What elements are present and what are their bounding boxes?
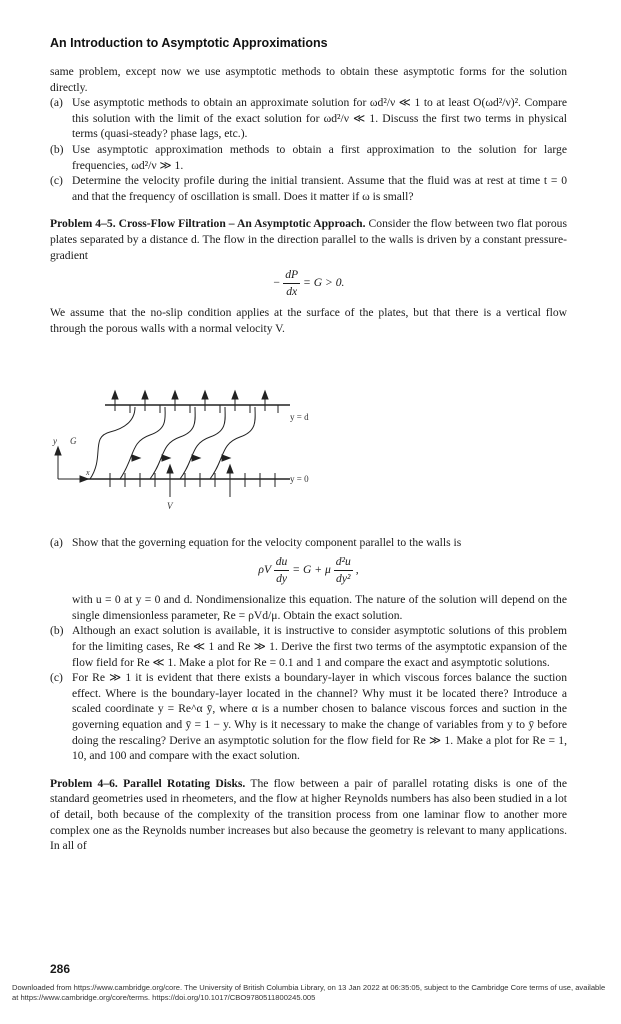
part-label: (b): [50, 624, 64, 638]
equation-rhs: = G > 0.: [303, 275, 345, 289]
label-x: x: [86, 467, 90, 477]
part-text: Determine the velocity profile during the initial transient. Assume that the fluid was at rest at time t = 0 and that the frequency of oscillation is small. Does it matter if ω is small?: [72, 174, 567, 203]
flow-direction-arrows: [132, 455, 230, 461]
label-y: y: [53, 435, 57, 446]
label-G: G: [70, 435, 77, 446]
part-a: [50, 95, 567, 142]
part-label: (a): [50, 535, 63, 549]
paragraph-no-slip: We assume that the no-slip condition applies at the surface of the plates, but that there is a vertical flow through the porous walls with a normal velocity V.: [50, 306, 567, 335]
running-head: An Introduction to Asymptotic Approximations: [50, 36, 328, 50]
numerator: du: [274, 554, 290, 571]
page-body: [50, 64, 567, 854]
intro-paragraph: same problem, except now we use asymptotic methods to obtain these asymptotic forms for the solution directly.: [50, 65, 567, 94]
part-text: Use asymptotic approximation methods to obtain a first approximation to the solution for large frequencies, ωd²/ν ≫ 1.: [72, 142, 567, 172]
problem-4-6: [50, 776, 567, 854]
part-b: [50, 142, 567, 173]
subpart-c: [50, 670, 567, 764]
part-text: Show that the governing equation for the velocity component parallel to the walls is: [72, 535, 462, 549]
numerator: dP: [283, 267, 300, 284]
part-label: (b): [50, 142, 64, 156]
eq-mid: = G + μ: [292, 562, 331, 576]
problem-heading: Problem 4–6. Parallel Rotating Disks.: [50, 776, 246, 790]
part-label: (a): [50, 96, 63, 110]
subpart-a-cont: [50, 592, 567, 623]
eq-post: ,: [355, 562, 359, 576]
problem-text: Consider the flow between two flat porous plates separated by a distance d. The flow in the direction parallel to the walls is driven by a constant pressure-gradient: [50, 217, 567, 262]
part-text: with u = 0 at y = 0 and d. Nondimensionalize this equation. The nature of the solution will depend on the single dimensionless parameter, Re = ρVd/μ. Obtain the exact solution.: [72, 593, 567, 622]
equation-governing: [50, 554, 567, 586]
part-text: Although an exact solution is available, it is instructive to consider asymptotic solutions of this problem for the limiting cases, Re ≪ 1 and Re ≫ 1. Derive the first two terms of the asymptotic expansion of the flow field for Re ≪ 1. Make a plot for Re = 0.1 and 1 and compare the exact and asymptotic solutions.: [72, 624, 567, 669]
fraction: [274, 554, 290, 586]
label-bottom: y = 0: [290, 473, 309, 484]
problem-text: The flow between a pair of parallel rotating disks is one of the standard geometries used in rheometers, and the flow at higher Reynolds numbers has also been studied in a lot of detail, both because of the complexity of the transition process from one laminar flow to another more complex one as the Reynolds number increases but also because the geometry is relevant to many applications. In all of: [50, 776, 567, 853]
label-top: y = d: [290, 411, 309, 422]
download-footer: Downloaded from https://www.cambridge.org/core. The University of British Columbia Library, on 13 Jan 2022 at 06:35:05, subject to the Cambridge Core terms of use, available at https://www.cambridge.org/core/terms. https://doi.org/10.1017/CBO9780511800245.005: [12, 983, 606, 1002]
part-c: [50, 173, 567, 204]
part-text: Use asymptotic methods to obtain an approximate solution for ωd²/ν ≪ 1 to at least O(ωd²/ν)². Compare this solution with the limit of the exact solution for ωd²/ν ≪ 1. Discuss the first two terms in physical terms (quasi-steady? phase lags, etc.).: [72, 96, 567, 141]
axes: [55, 447, 88, 482]
fraction: [334, 554, 353, 586]
subpart-b: [50, 623, 567, 670]
denominator: dx: [286, 284, 298, 298]
bottom-arrows: [110, 465, 275, 497]
subpart-a: [50, 535, 567, 551]
part-label: [50, 592, 72, 623]
problem-heading: Problem 4–5. Cross-Flow Filtration – An Asymptotic Approach.: [50, 217, 366, 231]
numerator: d²u: [334, 554, 353, 571]
eq-pre: ρV: [258, 562, 271, 576]
equation-pressure-gradient: − $\frac{dP}{dx}$ = G > 0.: [272, 268, 345, 298]
page-number: 286: [50, 962, 71, 976]
porous-channel-figure: [50, 347, 567, 529]
part-label: (c): [50, 174, 63, 188]
label-V: V: [167, 500, 173, 511]
denominator: dy: [276, 571, 288, 585]
denominator: dy²: [336, 571, 351, 585]
problem-4-5: [50, 216, 567, 263]
fraction: [283, 267, 300, 299]
figure-drawing: [50, 347, 567, 529]
part-label: (c): [50, 671, 63, 685]
part-text: For Re ≫ 1 it is evident that there exists a boundary-layer in which viscous forces balance the suction effect. Where is the boundary-layer located in the channel? Why must it be located there? Introduce a scaled coordinate y = Re^α ȳ, where α is a number chosen to balance viscous forces and suction in the governing equation and ȳ = 1 − y. Why is it necessary to make the change of variables from y to ȳ before doing the rescaling? Derive an asymptotic solution for the flow field for Re ≫ 1. Make a plot for Re = 1, 10, and 100 and compare with the exact solution.: [72, 671, 567, 763]
